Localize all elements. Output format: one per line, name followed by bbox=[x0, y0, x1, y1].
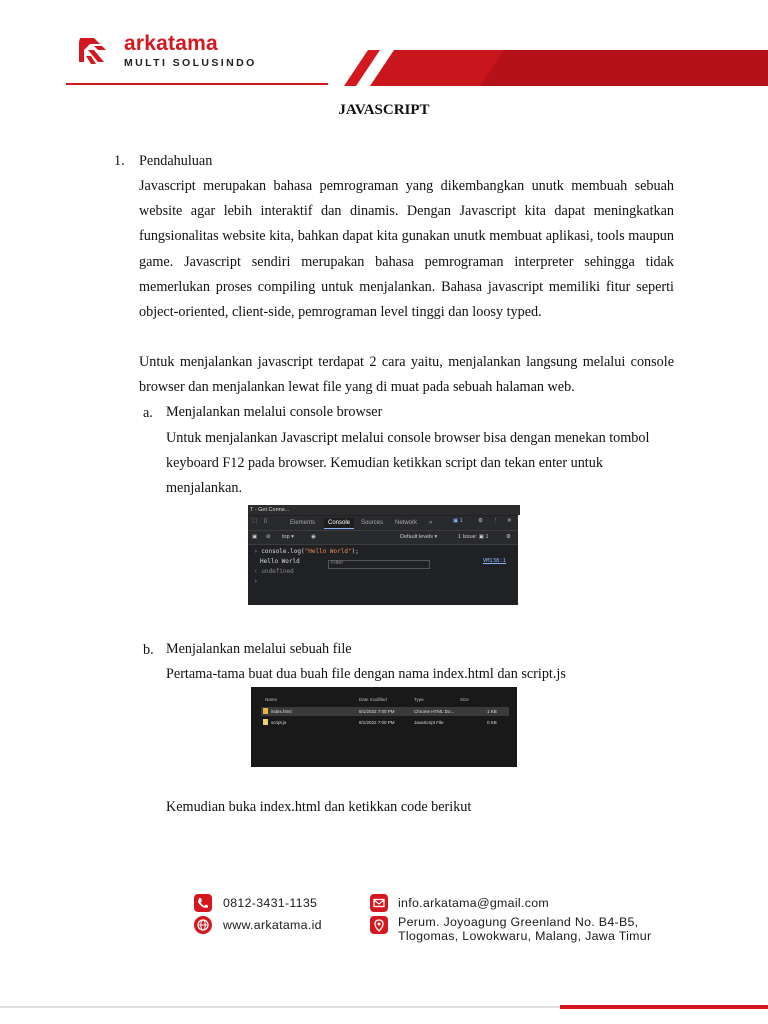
footer-website: www.arkatama.id bbox=[223, 918, 322, 932]
methods-paragraph: Untuk menjalankan javascript terdapat 2 cara yaitu, menjalankan langsung melalui console browser dan menjalankan lewat file yang di muat pada sebuah halaman web. bbox=[139, 354, 674, 396]
file-date: 8/1/2022 7:00 PM bbox=[359, 709, 395, 714]
file-row[interactable] bbox=[261, 707, 509, 716]
file-explorer-screenshot bbox=[251, 687, 517, 767]
tab-elements[interactable]: Elements bbox=[290, 520, 316, 526]
return-icon: ‹ bbox=[254, 568, 258, 575]
section-number: 1. bbox=[114, 153, 125, 169]
file-row[interactable] bbox=[261, 718, 509, 727]
more-icon[interactable]: ⋮ bbox=[493, 518, 499, 524]
js-file-icon bbox=[263, 719, 268, 725]
subsection-b-label: b. bbox=[143, 642, 154, 658]
brand-name: arkatama bbox=[124, 32, 218, 55]
devtools-tabbar bbox=[248, 516, 518, 531]
subsection-a-text: Untuk menjalankan Javascript melalui console browser bisa dengan menekan tombol keyboard F12 pada browser. Kemudian ketikkan script dan tekan enter untuk menjalankan. bbox=[166, 430, 650, 497]
subsection-b-heading: Menjalankan melalui sebuah file bbox=[166, 641, 352, 657]
footer-address-line1: Perum. Joyoagung Greenland No. B4-B5, bbox=[398, 915, 639, 929]
console-gear-icon[interactable]: ⚙ bbox=[506, 534, 511, 540]
tab-network[interactable]: Network bbox=[395, 520, 418, 526]
device-icon[interactable]: ▯ bbox=[264, 518, 268, 524]
footer-email: info.arkatama@gmail.com bbox=[398, 896, 550, 910]
footer-phone: 0812-3431-1135 bbox=[223, 896, 318, 910]
inspect-icon[interactable]: ⬚ bbox=[252, 518, 258, 524]
code-prefix: console.log( bbox=[261, 548, 305, 555]
code-suffix: ); bbox=[351, 548, 359, 555]
console-caret-icon[interactable]: › bbox=[254, 578, 258, 585]
file-name: index.html bbox=[271, 709, 292, 714]
phone-icon bbox=[194, 894, 212, 912]
source-link[interactable]: VM138:1 bbox=[482, 558, 506, 564]
file-name: script.js bbox=[271, 720, 287, 725]
html-file-icon bbox=[263, 708, 268, 714]
page-title: JAVASCRIPT bbox=[338, 102, 430, 118]
footer-address-line2: Tlogomas, Lowokwaru, Malang, Jawa Timur bbox=[398, 929, 652, 943]
brand-subtitle: MULTI SOLUSINDO bbox=[124, 57, 257, 69]
subsection-a-heading: Menjalankan melalui console browser bbox=[166, 404, 383, 420]
col-name-header[interactable]: Name bbox=[265, 697, 278, 702]
file-date: 8/1/2022 7:00 PM bbox=[359, 720, 395, 725]
col-type-header[interactable]: Type bbox=[414, 697, 424, 702]
file-type: Chrome HTML Do... bbox=[414, 709, 455, 714]
subsection-b-after: Kemudian buka index.html dan ketikkan code berikut bbox=[166, 799, 472, 815]
eye-icon[interactable]: ◉ bbox=[311, 534, 316, 540]
prompt-icon: › bbox=[254, 548, 258, 555]
col-date-header[interactable]: Date modified bbox=[359, 697, 387, 702]
mail-icon bbox=[370, 894, 388, 912]
tab-sources[interactable]: Sources bbox=[361, 520, 384, 526]
console-result-line bbox=[254, 567, 294, 576]
context-select[interactable]: top ▾ bbox=[282, 534, 294, 540]
globe-icon bbox=[194, 916, 212, 934]
col-size-header[interactable]: Size bbox=[460, 697, 469, 702]
header-divider bbox=[66, 83, 328, 85]
file-size: 1 KB bbox=[487, 709, 497, 714]
issues-badge[interactable]: ▣ 1 bbox=[453, 518, 463, 524]
tab-more[interactable]: » bbox=[429, 520, 433, 526]
filter-input[interactable] bbox=[328, 560, 430, 569]
filter-placeholder: Filter bbox=[331, 560, 344, 566]
levels-select[interactable]: Default levels ▾ bbox=[400, 534, 438, 540]
arkatama-logo-icon bbox=[76, 34, 108, 68]
sidebar-icon[interactable]: ▣ bbox=[252, 534, 258, 540]
code-string: "Hello World" bbox=[304, 548, 352, 555]
console-screenshot bbox=[248, 505, 518, 605]
file-size: 0 KB bbox=[487, 720, 497, 725]
file-type: JavaScript File bbox=[414, 720, 444, 725]
gear-icon[interactable]: ⚙ bbox=[478, 518, 483, 524]
location-icon bbox=[370, 916, 388, 934]
clear-icon[interactable]: ⊘ bbox=[266, 534, 271, 540]
intro-paragraph: Javascript merupakan bahasa pemrograman yang dikembangkan unutk membuah sebuah website agar lebih interaktif dan dinamis. Dengan Javascript kita dapat meningkatkan fungsionalitas website kita, bahkan dapat kita gunakan unutk membuat aplikasi, tools maupun game. Javascript sendiri merupakan bahasa pemrograman interpreter sehingga tidak memerlukan proses compiling untuk menjalankan. Bahasa javascript memiliki fitur seperti object-oriented, client-side, pemrograman level tinggi dan loosy typed. bbox=[139, 178, 674, 321]
section-heading: Pendahuluan bbox=[139, 153, 213, 169]
close-icon[interactable]: ✕ bbox=[507, 518, 512, 524]
footer-accent-bar bbox=[560, 1005, 768, 1009]
console-input-line bbox=[254, 547, 359, 556]
subsection-b-text: Pertama-tama buat dua buah file dengan nama index.html dan script.js bbox=[166, 666, 566, 682]
issues-count[interactable]: 1 Issue: ▣ 1 bbox=[458, 534, 489, 540]
header-stripe-graphic bbox=[330, 50, 768, 90]
window-title: T - Get Conne... bbox=[248, 505, 520, 515]
console-output: Hello World bbox=[260, 558, 300, 565]
subsection-a-label: a. bbox=[143, 405, 153, 421]
tab-console[interactable]: Console bbox=[324, 518, 354, 529]
console-result: undefined bbox=[261, 568, 294, 575]
